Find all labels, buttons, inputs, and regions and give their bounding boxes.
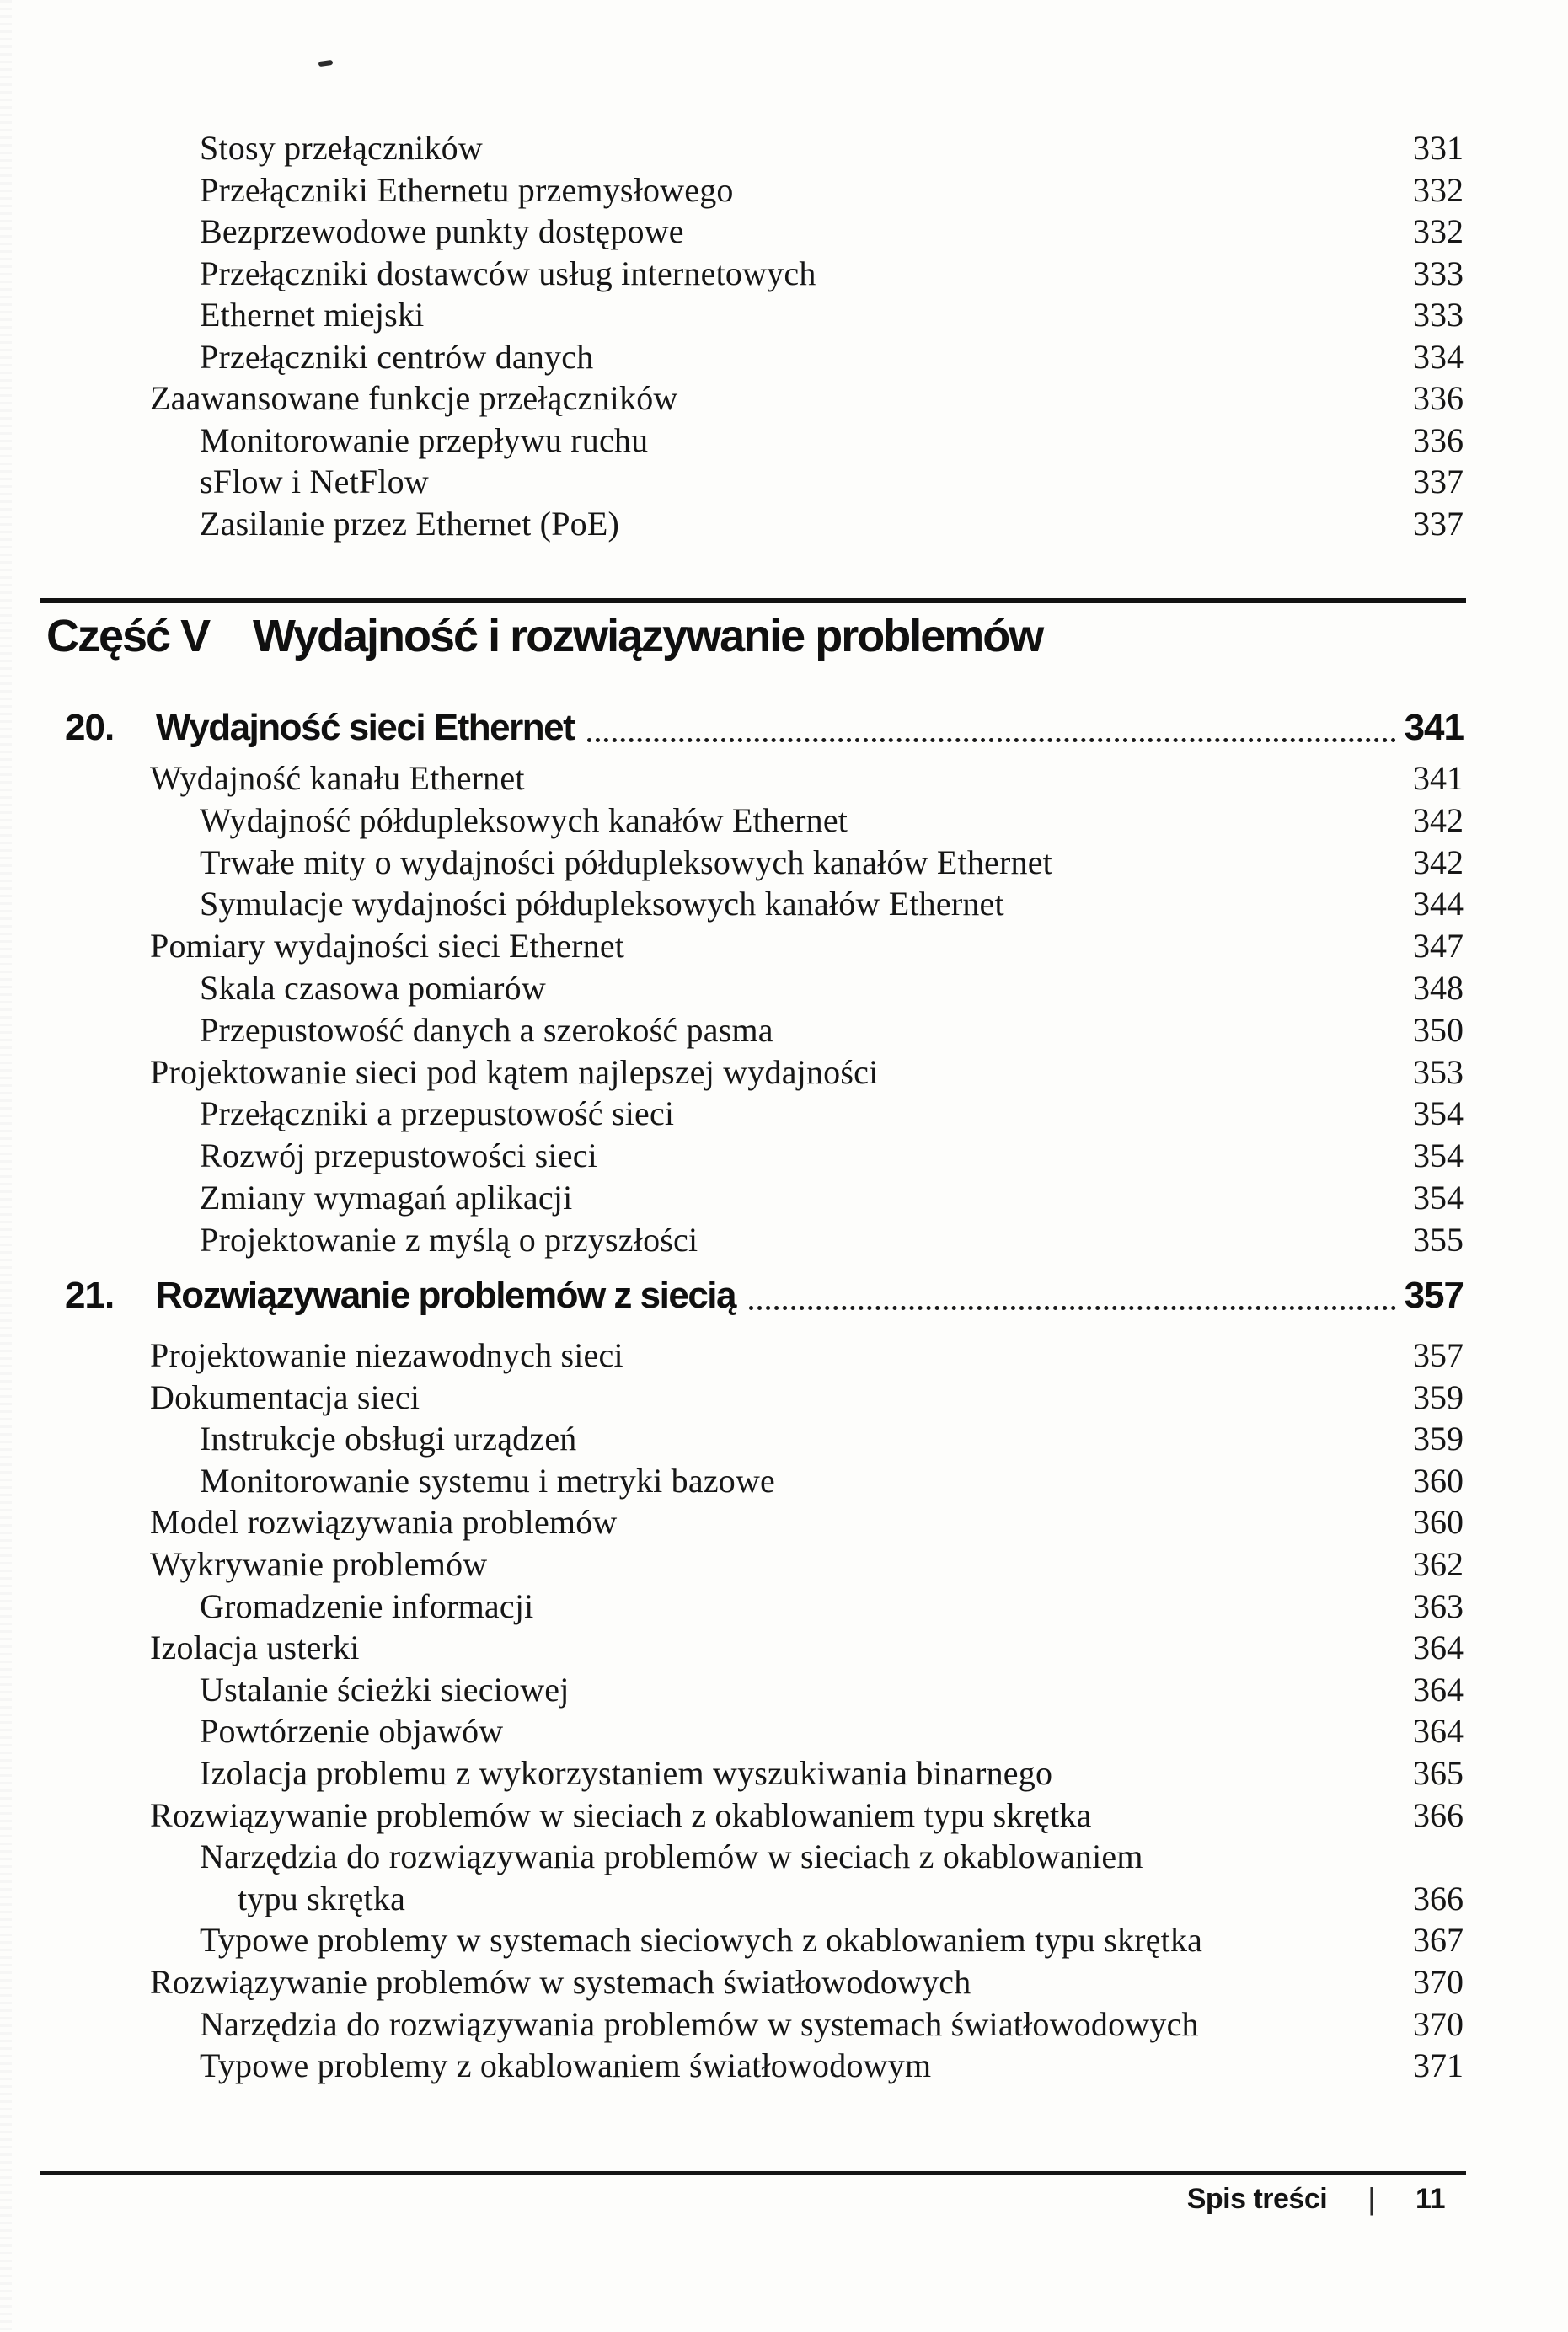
toc-entry-page: 367 bbox=[1413, 1921, 1464, 1960]
toc-entry-page: 370 bbox=[1413, 1963, 1464, 2001]
toc-entry-page: 350 bbox=[1413, 1010, 1464, 1049]
toc-entry-label: Model rozwiązywania problemów bbox=[150, 1503, 618, 1542]
toc-entry-label: Dokumentacja sieci bbox=[150, 1377, 420, 1416]
toc-entry-page: 364 bbox=[1413, 1670, 1464, 1709]
toc-entry-label: Przepustowość danych a szerokość pasma bbox=[200, 1010, 773, 1049]
part-divider-rule bbox=[40, 598, 1466, 603]
toc-entry-label: Wydajność półdupleksowych kanałów Ethernet bbox=[200, 800, 848, 839]
toc-row bbox=[0, 128, 1568, 168]
footer-page-number: 11 bbox=[1415, 2183, 1445, 2215]
toc-entry-label: Izolacja problemu z wykorzystaniem wyszukiwania binarnego bbox=[200, 1754, 1053, 1792]
toc-entry-page: 337 bbox=[1413, 504, 1464, 543]
toc-row bbox=[0, 1753, 1568, 1794]
chapter-21-heading bbox=[0, 1274, 1568, 1321]
toc-row bbox=[0, 1879, 1568, 1919]
toc-entry-label: Projektowanie sieci pod kątem najlepszej wydajności bbox=[150, 1052, 879, 1091]
toc-row bbox=[0, 1711, 1568, 1752]
toc-entry-label: Gromadzenie informacji bbox=[200, 1586, 534, 1625]
toc-entry-page: 347 bbox=[1413, 927, 1464, 965]
toc-entry-page: 332 bbox=[1413, 212, 1464, 250]
toc-entry-label: Przełączniki dostawców usług internetowych bbox=[200, 254, 816, 292]
toc-entry-label: Pomiary wydajności sieci Ethernet bbox=[150, 927, 625, 965]
toc-entry-label: Monitorowanie przepływu ruchu bbox=[200, 420, 649, 459]
toc-row bbox=[0, 1586, 1568, 1627]
chapter-number: 21. bbox=[65, 1275, 115, 1316]
toc-row bbox=[0, 378, 1568, 419]
toc-entry-page: 363 bbox=[1413, 1586, 1464, 1625]
toc-row bbox=[0, 758, 1568, 799]
toc-entry-label: Narzędzia do rozwiązywania problemów w systemach światłowodowych bbox=[200, 2004, 1199, 2043]
toc-row bbox=[0, 926, 1568, 966]
toc-row bbox=[0, 1461, 1568, 1501]
toc-entry-label: Bezprzewodowe punkty dostępowe bbox=[200, 212, 684, 250]
toc-row bbox=[0, 420, 1568, 461]
footer-section-label: Spis treści bbox=[1186, 2183, 1328, 2215]
toc-entry-page: 331 bbox=[1413, 129, 1464, 167]
toc-row bbox=[0, 254, 1568, 294]
toc-row bbox=[0, 1335, 1568, 1376]
toc-entry-page: 370 bbox=[1413, 2004, 1464, 2043]
toc-entry-page: 364 bbox=[1413, 1712, 1464, 1751]
toc-entry-label: Typowe problemy w systemach sieciowych z okablowaniem typu skrętka bbox=[200, 1921, 1203, 1960]
toc-row bbox=[0, 1220, 1568, 1260]
footer-separator: | bbox=[1367, 2181, 1376, 2216]
toc-entry-page: 332 bbox=[1413, 170, 1464, 209]
chapter-number: 20. bbox=[65, 707, 115, 748]
part-heading bbox=[0, 610, 1568, 671]
toc-entry-page: 334 bbox=[1413, 337, 1464, 376]
toc-entry-label: Przełączniki a przepustowość sieci bbox=[200, 1094, 675, 1133]
toc-row bbox=[0, 1377, 1568, 1418]
toc-row bbox=[0, 800, 1568, 841]
toc-entry-label: Przełączniki Ethernetu przemysłowego bbox=[200, 170, 734, 209]
toc-row bbox=[0, 2004, 1568, 2045]
toc-entry-label: Instrukcje obsługi urządzeń bbox=[200, 1420, 577, 1458]
toc-entry-page: 360 bbox=[1413, 1461, 1464, 1500]
toc-entry-label: Monitorowanie systemu i metryki bazowe bbox=[200, 1461, 776, 1500]
toc-entry-label: Wydajność kanału Ethernet bbox=[150, 759, 525, 797]
toc-entry-page: 344 bbox=[1413, 885, 1464, 923]
chapter-title-line bbox=[156, 706, 1464, 750]
toc-row bbox=[0, 1136, 1568, 1176]
chapter-title: Wydajność sieci Ethernet bbox=[156, 707, 575, 748]
toc-entry-page: 360 bbox=[1413, 1503, 1464, 1542]
toc-entry-label: Stosy przełączników bbox=[200, 129, 483, 167]
chapter-title: Rozwiązywanie problemów z siecią bbox=[156, 1275, 736, 1316]
toc-entry-label: Skala czasowa pomiarów bbox=[200, 969, 546, 1007]
toc-entry-label: Zasilanie przez Ethernet (PoE) bbox=[200, 504, 619, 543]
toc-row bbox=[0, 1052, 1568, 1093]
toc-entry-page: 359 bbox=[1413, 1420, 1464, 1458]
toc-row bbox=[0, 968, 1568, 1008]
chapter-page-number: 341 bbox=[1404, 707, 1464, 748]
toc-row bbox=[0, 1502, 1568, 1543]
toc-entry-label: Izolacja usterki bbox=[150, 1629, 360, 1667]
toc-entry-label: Trwałe mity o wydajności półdupleksowych kanałów Ethernet bbox=[200, 842, 1052, 881]
toc-entry-label: Zaawansowane funkcje przełączników bbox=[150, 379, 678, 417]
toc-entry-label: typu skrętka bbox=[238, 1879, 406, 1917]
toc-entry-page: 354 bbox=[1413, 1179, 1464, 1217]
toc-entry-page: 359 bbox=[1413, 1377, 1464, 1416]
toc-entry-label: Ustalanie ścieżki sieciowej bbox=[200, 1670, 570, 1709]
toc-row bbox=[0, 1544, 1568, 1585]
dotted-leader bbox=[587, 738, 1395, 742]
toc-entry-page: 353 bbox=[1413, 1052, 1464, 1091]
dotted-leader bbox=[749, 1306, 1396, 1310]
scan-artifact-dash bbox=[318, 60, 334, 67]
toc-entry-page: 354 bbox=[1413, 1137, 1464, 1175]
toc-row bbox=[0, 1094, 1568, 1134]
toc-row bbox=[0, 884, 1568, 924]
toc-row bbox=[0, 1628, 1568, 1668]
toc-entry-page: 364 bbox=[1413, 1629, 1464, 1667]
toc-entry-label: Wykrywanie problemów bbox=[150, 1545, 488, 1583]
toc-entry-label: Powtórzenie objawów bbox=[200, 1712, 504, 1751]
toc-entry-label: Projektowanie niezawodnych sieci bbox=[150, 1336, 623, 1374]
chapter-20-heading bbox=[0, 706, 1568, 753]
toc-entry-page: 366 bbox=[1413, 1795, 1464, 1834]
toc-row bbox=[0, 1670, 1568, 1710]
toc-entry-label: Narzędzia do rozwiązywania problemów w sieciach z okablowaniem bbox=[200, 1837, 1143, 1876]
toc-entry-page: 336 bbox=[1413, 379, 1464, 417]
toc-row bbox=[0, 1795, 1568, 1836]
toc-entry-label: Rozwiązywanie problemów w sieciach z okablowaniem typu skrętka bbox=[150, 1795, 1092, 1834]
chapter-page-number: 357 bbox=[1404, 1275, 1464, 1316]
toc-row bbox=[0, 1920, 1568, 1960]
toc-row bbox=[0, 211, 1568, 252]
toc-row bbox=[0, 462, 1568, 502]
toc-entry-page: 355 bbox=[1413, 1220, 1464, 1259]
toc-entry-page: 348 bbox=[1413, 969, 1464, 1007]
toc-entry-page: 337 bbox=[1413, 463, 1464, 500]
toc-row bbox=[0, 1962, 1568, 2003]
toc-entry-label: Rozwiązywanie problemów w systemach światłowodowych bbox=[150, 1963, 971, 2001]
toc-entry-page: 336 bbox=[1413, 420, 1464, 459]
toc-entry-page: 333 bbox=[1413, 296, 1464, 334]
chapter-title-line bbox=[156, 1274, 1464, 1318]
toc-entry-page: 342 bbox=[1413, 842, 1464, 881]
toc-entry-page: 366 bbox=[1413, 1879, 1464, 1917]
toc-entry-label: Zmiany wymagań aplikacji bbox=[200, 1179, 573, 1217]
toc-entry-label: Przełączniki centrów danych bbox=[200, 337, 594, 376]
toc-entry-label: Rozwój przepustowości sieci bbox=[200, 1137, 597, 1175]
toc-row bbox=[0, 2046, 1568, 2086]
part-label: Część V bbox=[46, 611, 210, 661]
toc-row bbox=[0, 1419, 1568, 1459]
toc-entry-label: Typowe problemy z okablowaniem światłowodowym bbox=[200, 2046, 932, 2085]
toc-row bbox=[0, 337, 1568, 377]
toc-entry-page: 365 bbox=[1413, 1754, 1464, 1792]
part-title: Wydajność i rozwiązywanie problemów bbox=[253, 611, 1043, 661]
toc-entry-page: 342 bbox=[1413, 800, 1464, 839]
toc-row bbox=[0, 1178, 1568, 1218]
toc-entry-label: sFlow i NetFlow bbox=[200, 463, 429, 500]
toc-entry-page: 362 bbox=[1413, 1545, 1464, 1583]
toc-entry-label: Ethernet miejski bbox=[200, 296, 425, 334]
toc-entry-page: 357 bbox=[1413, 1336, 1464, 1374]
toc-row bbox=[0, 295, 1568, 335]
toc-row bbox=[0, 1010, 1568, 1051]
toc-row bbox=[0, 1837, 1568, 1877]
footer-rule bbox=[40, 2171, 1466, 2175]
toc-entry-page: 354 bbox=[1413, 1094, 1464, 1133]
toc-entry-label: Symulacje wydajności półdupleksowych kanałów Ethernet bbox=[200, 885, 1004, 923]
page-footer bbox=[1187, 2182, 1445, 2216]
toc-entry-page: 341 bbox=[1413, 759, 1464, 797]
toc-entry-page: 333 bbox=[1413, 254, 1464, 292]
toc-row bbox=[0, 504, 1568, 544]
toc-entry-page: 371 bbox=[1413, 2046, 1464, 2085]
toc-row bbox=[0, 170, 1568, 211]
toc-entry-label: Projektowanie z myślą o przyszłości bbox=[200, 1220, 698, 1259]
toc-row bbox=[0, 842, 1568, 883]
